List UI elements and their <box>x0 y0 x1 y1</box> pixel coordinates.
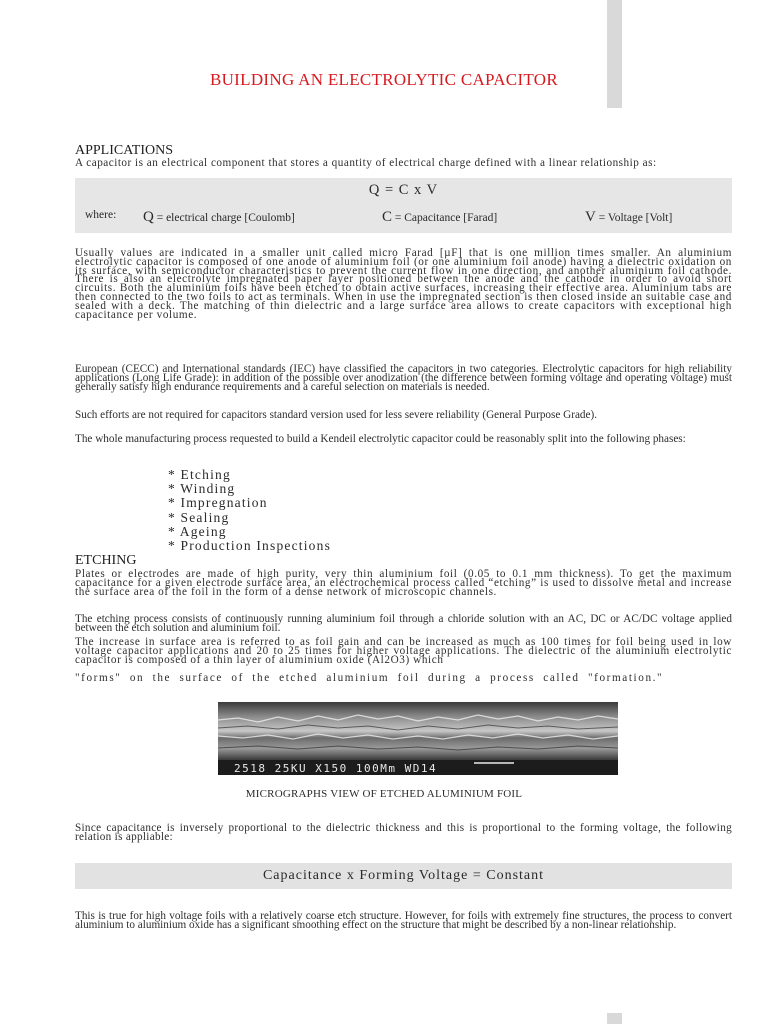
definition-symbol: V <box>585 209 596 225</box>
etching-paragraph-5: This is true for high voltage foils with a relatively coarse etch structure. However, for foils with extremely fine structures, the process to convert aluminium to aluminium oxide has a significant smoothing effect on the structure that might be described by a non-linear relationship. <box>75 910 732 931</box>
definition-text: = Capacitance [Farad] <box>394 212 498 224</box>
formula-box <box>75 178 732 233</box>
formula-qcv: Q = C x V <box>368 182 439 198</box>
etching-paragraph-4: Since capacitance is inversely proportional to the dielectric thickness and this is proportional to the forming voltage, the following relation is appliable: <box>75 822 732 843</box>
phase-item: * Impregnation <box>168 495 268 511</box>
micrograph-image <box>218 702 618 775</box>
applications-paragraph-1: Usually values are indicated in a smaller unit called micro Farad [µF] that is one million times smaller. An aluminium electrolytic capacitor is composed of one anode of aluminium foil (or one aluminium foil anode) having a dielectric oxidation on its surface, with semiconductor characteristics to prevent the current flow in one direction, and another aluminium foil cathode. There is also an electrolyte impregnated paper layer positioned between the anode and the cathode in order to avoid short circuits. Both the aluminium foils have been etched to obtain active surfaces, increasing their effective area. Aluminium tabs are then connected to the two foils to act as terminals. When in use the impregnated section is then closed inside an suitable case and sealed with a deck. The matching of thin dielectric and a large surface area allows to create capacitors with exceptional high capacitance per volume. <box>75 247 732 321</box>
phase-item: * Ageing <box>168 523 227 539</box>
etching-paragraph-2: The etching process consists of continuously running aluminium foil through a chloride solution with an AC, DC or AC/DC voltage applied between the etch solution and aluminium foil. <box>75 613 732 634</box>
applications-heading: APPLICATIONS <box>75 143 174 158</box>
definition-q <box>143 209 295 226</box>
where-label: where: <box>85 209 117 221</box>
definition-text: = Voltage [Volt] <box>598 212 673 224</box>
definition-text: = electrical charge [Coulomb] <box>156 212 295 224</box>
etching-paragraph-3: The increase in surface area is referred to as foil gain and can be increased as much as 100 times for foil being used in low voltage capacitor applications and 20 to 25 times for higher voltage applications. The dielectric of the aluminium electrolytic capacitor is composed of a thin layer of aluminium oxide (Al2O3) which <box>75 636 732 666</box>
phase-item: * Production Inspections <box>168 538 332 554</box>
phase-item: * Etching <box>168 467 231 482</box>
definition-v <box>585 209 672 226</box>
etching-paragraph-3-last: "forms" on the surface of the etched aluminium foil during a process called "formation." <box>75 672 664 684</box>
micrograph-label: 2518 25KU X150 100Mm WD14 <box>234 762 438 775</box>
etching-paragraph-1: Plates or electrodes are made of high purity, very thin aluminium foil (0.05 to 0.1 mm thickness). To get the maximum capacitance for a given electrode surface area, an electrochemical process called “etching” is used to dissolve metal and increase the surface area of the foil in the form of a dense network of microscopic channels. <box>75 568 732 598</box>
micrograph-caption: MICROGRAPHS VIEW OF ETCHED ALUMINIUM FOIL <box>245 788 523 800</box>
relation-box: Capacitance x Forming Voltage = Constant <box>75 863 732 889</box>
phase-item: * Winding <box>168 481 236 497</box>
definition-symbol: Q <box>143 209 154 225</box>
decorative-side-bar <box>607 0 622 108</box>
applications-paragraph-3: Such efforts are not required for capacitors standard version used for less severe reliability (General Purpose Grade). <box>75 409 597 421</box>
applications-paragraph-2: European (CECC) and International standards (IEC) have classified the capacitors in two categories. Electrolytic capacitors for high reliability applications (Long Life Grade): in addition of the possible over anodization (the difference between forming voltage and operating voltage) must generally satisfy high endurance requirements and a careful selection on materials is needed. <box>75 363 732 393</box>
applications-intro: A capacitor is an electrical component that stores a quantity of electrical charge defined with a linear relationship as: <box>75 157 657 169</box>
micrograph-texture <box>218 702 618 775</box>
definition-c <box>382 209 497 226</box>
document-title: BUILDING AN ELECTROLYTIC CAPACITOR <box>209 70 559 89</box>
decorative-side-bar-bottom <box>607 1013 622 1024</box>
definition-symbol: C <box>382 209 393 225</box>
etching-heading: ETCHING <box>75 553 137 568</box>
phases-list <box>168 468 331 553</box>
applications-paragraph-4: The whole manufacturing process requested to build a Kendeil electrolytic capacitor could be reasonably split into the following phases: <box>75 433 686 445</box>
phase-item: * Sealing <box>168 509 230 525</box>
